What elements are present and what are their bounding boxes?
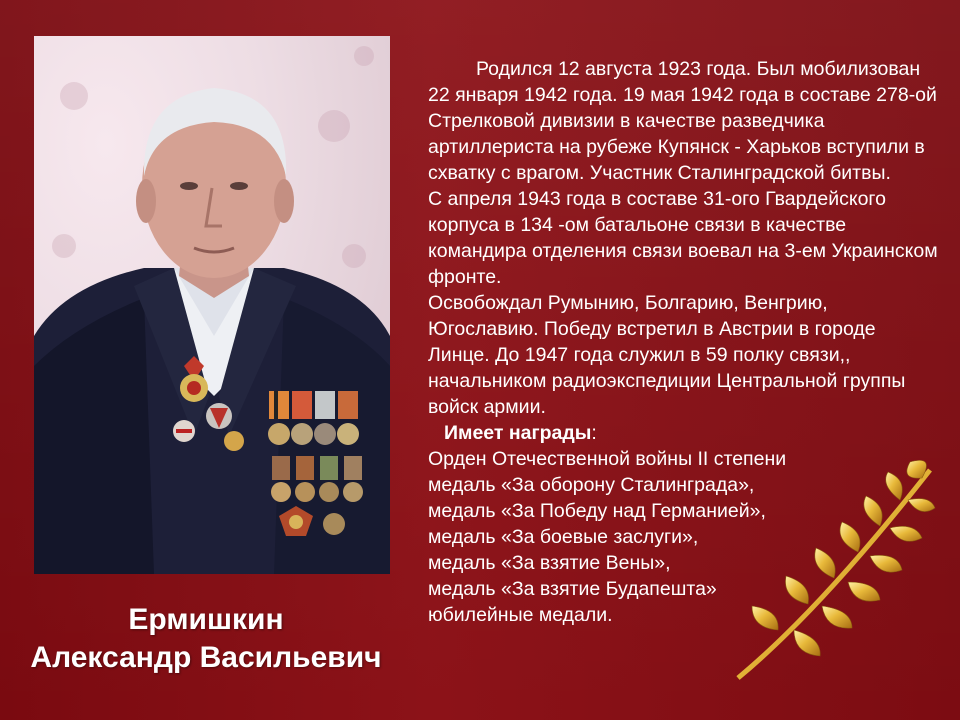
award-item: медаль «За боевые заслуги»,	[428, 526, 699, 548]
bio-paragraph-3: Освобождал Румынию, Болгарию, Венгрию, Югославию. Победу встретил в Австрии в городе Линце. До 1947 года служил в 59 полку связи,, начальником радиоэкспедиции Центральной группы войск армии.	[428, 292, 906, 418]
veteran-surname: Ермишкин	[128, 603, 284, 636]
veteran-given-names: Александр Васильевич	[30, 641, 382, 674]
portrait-frame	[34, 36, 390, 574]
veteran-portrait-photo	[34, 36, 390, 574]
award-item: медаль «За взятие Будапешта»	[428, 578, 717, 600]
award-item: юбилейные медали.	[428, 604, 613, 626]
award-item: медаль «За взятие Вены»,	[428, 552, 671, 574]
award-item: медаль «За оборону Сталинграда»,	[428, 474, 755, 496]
award-item: медаль «За Победу над Германией»,	[428, 500, 766, 522]
bio-paragraph-1: Родился 12 августа 1923 года. Был мобилизован 22 января 1942 года. 19 мая 1942 года в составе 278-ой Стрелковой дивизии в качестве разведчика артиллериста на рубеже Купянск - Харьков вступили в схватку с врагом. Участник Сталинградской битвы.	[428, 58, 937, 184]
bio-paragraph-2: С апреля 1943 года в составе 31-ого Гвардейского корпуса в 134 -ом батальоне связи в качестве командира отделения связи воевал на 3-ем Украинском фронте.	[428, 188, 938, 288]
award-item: Орден Отечественной войны II степени	[428, 448, 787, 470]
golden-laurel-branch-icon	[730, 460, 944, 686]
awards-heading: Имеет награды	[444, 422, 592, 444]
awards-heading-colon: :	[591, 422, 597, 444]
awards-heading-line	[428, 420, 938, 446]
